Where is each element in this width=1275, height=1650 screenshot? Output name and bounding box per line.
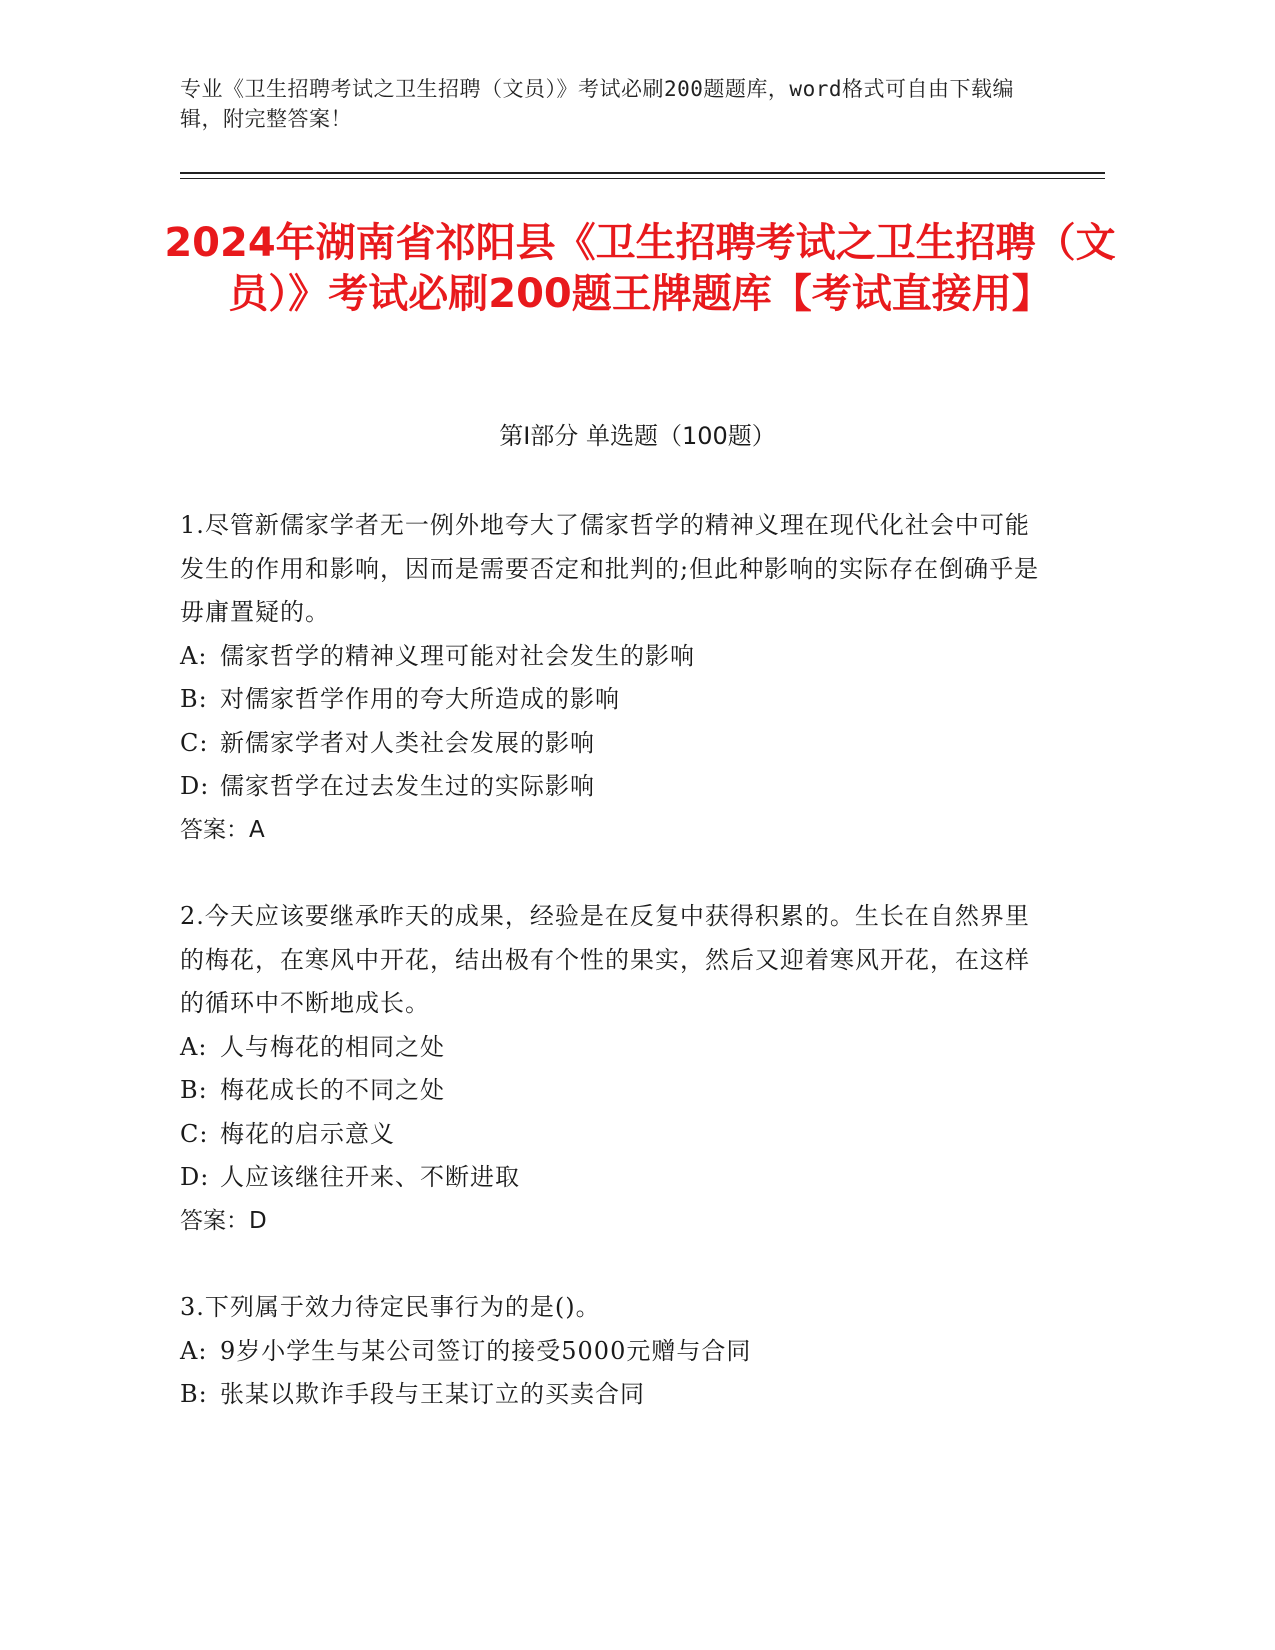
option-text: 张某以欺诈手段与王某订立的买卖合同	[220, 1380, 645, 1408]
answer: 答案：A	[180, 816, 265, 843]
option-a	[180, 635, 1050, 679]
option-c	[180, 722, 1050, 766]
option-text: 人应该继往开来、不断进取	[220, 1163, 520, 1191]
question-stem: 1.尽管新儒家学者无一例外地夸大了儒家哲学的精神义理在现代化社会中可能发生的作用和影响，因而是需要否定和批判的;但此种影响的实际存在倒确乎是毋庸置疑的。	[180, 511, 1040, 626]
option-b	[180, 1069, 1050, 1113]
option-d	[180, 1156, 1050, 1200]
option-text: 对儒家哲学作用的夸大所造成的影响	[220, 685, 620, 713]
option-a	[180, 1026, 1050, 1070]
option-text: 人与梅花的相同之处	[220, 1032, 445, 1061]
section-heading: 第I部分 单选题（100题）	[499, 422, 776, 450]
question-stem: 3.下列属于效力待定民事行为的是()。	[180, 1293, 601, 1321]
header-divider-thick	[180, 172, 1105, 174]
option-d	[180, 765, 1050, 809]
option-letter: D:	[180, 1163, 210, 1191]
option-letter: B:	[180, 1076, 208, 1104]
question-3	[180, 1286, 1050, 1417]
option-b	[180, 1373, 1050, 1417]
option-letter: B:	[180, 685, 208, 713]
option-letter: C:	[180, 1119, 209, 1148]
option-text: 儒家哲学在过去发生过的实际影响	[220, 772, 595, 800]
question-1	[180, 504, 1050, 852]
option-letter: B:	[180, 1380, 208, 1408]
question-list	[180, 504, 1050, 1460]
option-b	[180, 678, 1050, 722]
document-title: 2024年湖南省祁阳县《卫生招聘考试之卫生招聘（文员）》考试必刷200题王牌题库【考试直接用】	[164, 220, 1116, 317]
option-text: 儒家哲学的精神义理可能对社会发生的影响	[220, 641, 695, 670]
header-divider-thin	[180, 178, 1105, 179]
option-text: 梅花成长的不同之处	[220, 1076, 445, 1104]
option-text: 9岁小学生与某公司签订的接受5000元赠与合同	[220, 1336, 752, 1365]
option-letter: A:	[180, 1032, 208, 1061]
option-letter: C:	[180, 728, 209, 757]
option-c	[180, 1113, 1050, 1157]
option-letter: A:	[180, 641, 208, 670]
option-text: 新儒家学者对人类社会发展的影响	[220, 728, 595, 757]
header-note: 专业《卫生招聘考试之卫生招聘（文员）》考试必刷200题题库，word格式可自由下载编辑，附完整答案！	[180, 77, 1014, 131]
option-a	[180, 1330, 1050, 1374]
question-stem: 2.今天应该要继承昨天的成果，经验是在反复中获得积累的。生长在自然界里的梅花，在寒风中开花，结出极有个性的果实，然后又迎着寒风开花，在这样的循环中不断地成长。	[180, 902, 1030, 1017]
question-2	[180, 895, 1050, 1243]
option-letter: D:	[180, 772, 210, 800]
answer: 答案：D	[180, 1207, 267, 1234]
option-letter: A:	[180, 1336, 208, 1365]
option-text: 梅花的启示意义	[220, 1119, 395, 1148]
